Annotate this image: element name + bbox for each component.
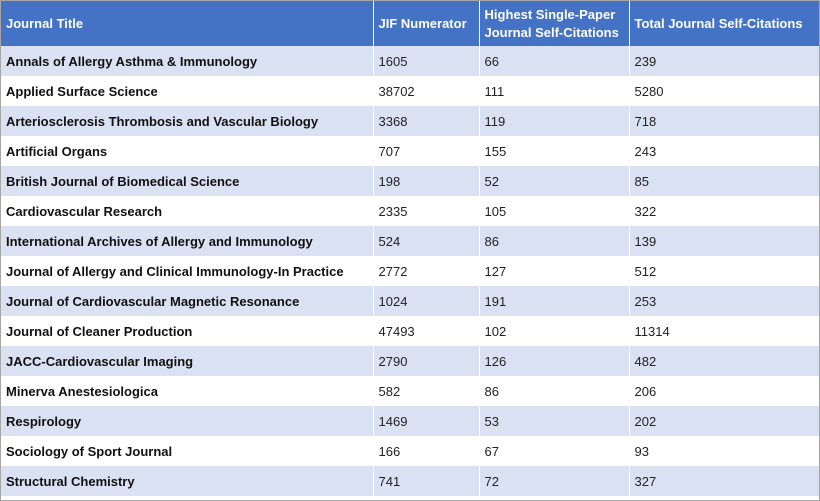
- table-row: [1, 376, 819, 406]
- highest-self-citations-cell: 155: [479, 136, 629, 166]
- total-self-citations-cell: 206: [629, 376, 819, 406]
- total-self-citations-cell: 327: [629, 466, 819, 496]
- journal-self-citation-table: [1, 1, 819, 496]
- journal-title-cell: Journal of Cardiovascular Magnetic Resonance: [1, 286, 373, 316]
- journal-title-cell: Journal of Cleaner Production: [1, 316, 373, 346]
- highest-self-citations-cell: 191: [479, 286, 629, 316]
- total-self-citations-cell: 482: [629, 346, 819, 376]
- highest-self-citations-cell: 52: [479, 166, 629, 196]
- total-self-citations-cell: 11314: [629, 316, 819, 346]
- journal-title-cell: Arteriosclerosis Thrombosis and Vascular Biology: [1, 106, 373, 136]
- jif-numerator-cell: 47493: [373, 316, 479, 346]
- journal-title-cell: Structural Chemistry: [1, 466, 373, 496]
- jif-numerator-cell: 3368: [373, 106, 479, 136]
- highest-self-citations-cell: 111: [479, 76, 629, 106]
- highest-self-citations-cell: 102: [479, 316, 629, 346]
- total-self-citations-cell: 93: [629, 436, 819, 466]
- table-row: [1, 136, 819, 166]
- highest-self-citations-cell: 119: [479, 106, 629, 136]
- total-self-citations-cell: 5280: [629, 76, 819, 106]
- total-self-citations-cell: 239: [629, 46, 819, 76]
- table-row: [1, 196, 819, 226]
- jif-numerator-cell: 524: [373, 226, 479, 256]
- table-row: [1, 406, 819, 436]
- jif-numerator-cell: 1605: [373, 46, 479, 76]
- journal-title-cell: JACC-Cardiovascular Imaging: [1, 346, 373, 376]
- table-row: [1, 466, 819, 496]
- table-row: [1, 46, 819, 76]
- jif-numerator-cell: 1024: [373, 286, 479, 316]
- total-self-citations-cell: 139: [629, 226, 819, 256]
- highest-self-citations-cell: 126: [479, 346, 629, 376]
- total-self-citations-cell: 322: [629, 196, 819, 226]
- journal-title-cell: Cardiovascular Research: [1, 196, 373, 226]
- table-row: [1, 166, 819, 196]
- total-self-citations-cell: 253: [629, 286, 819, 316]
- highest-self-citations-cell: 86: [479, 226, 629, 256]
- jif-numerator-cell: 2772: [373, 256, 479, 286]
- jif-numerator-cell: 166: [373, 436, 479, 466]
- header-row: [1, 1, 819, 46]
- table-row: [1, 76, 819, 106]
- journal-title-cell: Annals of Allergy Asthma & Immunology: [1, 46, 373, 76]
- jif-numerator-cell: 198: [373, 166, 479, 196]
- jif-numerator-cell: 707: [373, 136, 479, 166]
- total-self-citations-cell: 718: [629, 106, 819, 136]
- jif-numerator-cell: 2790: [373, 346, 479, 376]
- header-jif-numerator: JIF Numerator: [373, 1, 479, 46]
- table-row: [1, 106, 819, 136]
- highest-self-citations-cell: 72: [479, 466, 629, 496]
- total-self-citations-cell: 85: [629, 166, 819, 196]
- journal-title-cell: British Journal of Biomedical Science: [1, 166, 373, 196]
- highest-self-citations-cell: 66: [479, 46, 629, 76]
- jif-numerator-cell: 741: [373, 466, 479, 496]
- header-journal-title: Journal Title: [1, 1, 373, 46]
- journal-title-cell: Journal of Allergy and Clinical Immunology-In Practice: [1, 256, 373, 286]
- jif-numerator-cell: 38702: [373, 76, 479, 106]
- jif-numerator-cell: 582: [373, 376, 479, 406]
- jif-numerator-cell: 2335: [373, 196, 479, 226]
- table-row: [1, 286, 819, 316]
- journal-title-cell: Artificial Organs: [1, 136, 373, 166]
- header-total-journal-self-citations: Total Journal Self-Citations: [629, 1, 819, 46]
- highest-self-citations-cell: 127: [479, 256, 629, 286]
- highest-self-citations-cell: 53: [479, 406, 629, 436]
- journal-title-cell: International Archives of Allergy and Immunology: [1, 226, 373, 256]
- table-row: [1, 226, 819, 256]
- journal-title-cell: Applied Surface Science: [1, 76, 373, 106]
- table-row: [1, 436, 819, 466]
- total-self-citations-cell: 512: [629, 256, 819, 286]
- journal-title-cell: Respirology: [1, 406, 373, 436]
- total-self-citations-cell: 202: [629, 406, 819, 436]
- highest-self-citations-cell: 105: [479, 196, 629, 226]
- journal-title-cell: Minerva Anestesiologica: [1, 376, 373, 406]
- table-row: [1, 256, 819, 286]
- highest-self-citations-cell: 86: [479, 376, 629, 406]
- journal-title-cell: Sociology of Sport Journal: [1, 436, 373, 466]
- total-self-citations-cell: 243: [629, 136, 819, 166]
- table-row: [1, 316, 819, 346]
- table-row: [1, 346, 819, 376]
- jif-numerator-cell: 1469: [373, 406, 479, 436]
- header-highest-single-paper-self-citations: Highest Single-Paper Journal Self-Citations: [479, 1, 629, 46]
- highest-self-citations-cell: 67: [479, 436, 629, 466]
